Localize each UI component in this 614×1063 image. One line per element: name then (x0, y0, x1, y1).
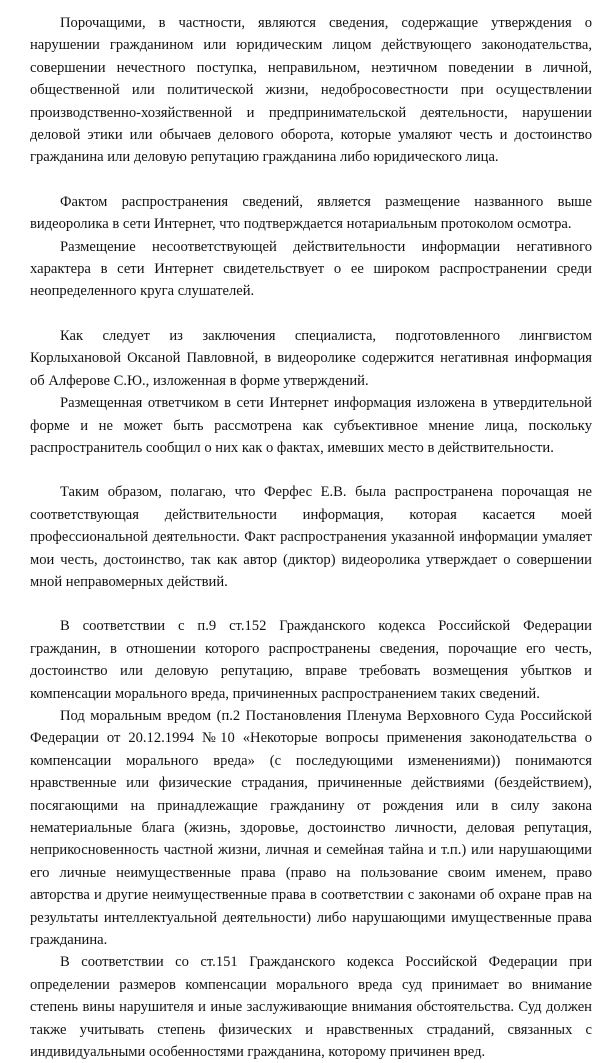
paragraph-specialist-conclusion: Как следует из заключения специалиста, подготовленного лингвистом Корлыхановой Оксаной Павловной, в видеоролике содержится негативная информация об Алферове С.Ю., изложенная в форме утверждений. (30, 327, 592, 389)
paragraph-internet-placement: Размещение несоответствующей действительности информации негативного характера в сети Интернет свидетельствует о ее широком распространении среди неопределенного круга слушателей. (30, 238, 592, 300)
paragraph-moral-harm: Под моральным вредом (п.2 Постановления Пленума Верховного Суда Российской Федерации от 20.12.1994 №10 «Некоторые вопросы применения законодательства о компенсации морального вреда» (с последующими изменениями)) понимаются нравственные или физические страдания, причиненные действиями (бездействием), посягающими на принадлежащие гражданину от рождения или в силу закона нематериальные блага (жизнь, здоровье, достоинство личности, деловая репутация, неприкосновенность частной жизни, личная и семейная тайна и т.п.) или нарушающими его личные неимущественные права (право на пользование своим именем, право авторства и другие неимущественные права в соответствии с законами об охране прав на результаты интеллектуальной деятельности) либо нарушающими имущественные права гражданина. (30, 707, 592, 949)
document-page (30, 12, 592, 1063)
paragraph-defamation-definition: Порочащими, в частности, являются сведения, содержащие утверждения о нарушении гражданином или юридическим лицом действующего законодательства, совершении нечестного поступка, неправильном, неэтичном поведении в личной, общественной или политической жизни, недобросовестности при осуществлении производственно-хозяйственной и предпринимательской деятельности, нарушении деловой этики или обычаев делового оборота, которые умаляют честь и достоинство гражданина или деловую репутацию гражданина либо юридического лица. (30, 15, 592, 166)
paragraph-conclusion: Таким образом, полагаю, что Ферфес Е.В. была распространена порочащая не соответствующая действительности информация, которая касается моей профессиональной деятельности. Факт распространения указанной информации умаляет мои честь, достоинство, так как автор (диктор) видеоролика утверждает о совершении мной неправомерных действий. (30, 484, 592, 590)
paragraph-article-152: В соответствии с п.9 ст.152 Гражданского кодекса Российской Федерации гражданин, в отношении которого распространены сведения, порочащие его честь, достоинство или деловую репутацию, вправе требовать возмещения убытков и компенсации морального вреда, причиненных распространением таких сведений. (30, 618, 592, 702)
paragraph-dissemination-fact: Фактом распространения сведений, является размещение названного выше видеоролика в сети Интернет, что подтверждается нотариальным протоколом осмотра. (30, 193, 592, 233)
paragraph-affirmative-form: Размещенная ответчиком в сети Интернет информация изложена в утвердительной форме и не может быть рассмотрена как субъективное мнение лица, поскольку распространитель сообщил о них как о фактах, имевших место в действительности. (30, 395, 592, 456)
paragraph-article-151: В соответствии со ст.151 Гражданского кодекса Российской Федерации при определении размеров компенсации морального вреда суд принимает во внимание степень вины нарушителя и иные заслуживающие внимания обстоятельства. Суд должен также учитывать степень физических и нравственных страданий, связанных с индивидуальными особенностями гражданина, которому причинен вред. (30, 954, 592, 1061)
